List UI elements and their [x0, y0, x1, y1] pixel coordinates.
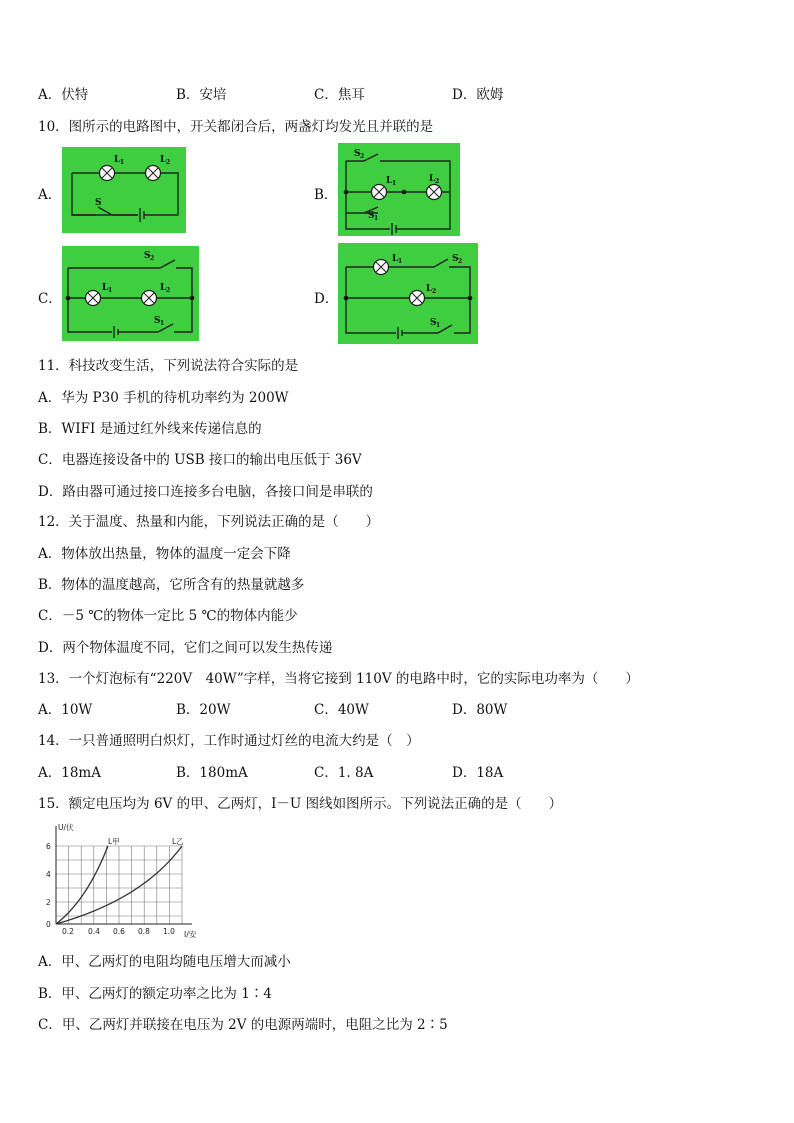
q11-option-c: C．电器连接设备中的 USB 接口的输出电压低于 36V: [38, 452, 362, 468]
q14-option-b: B．180mA: [176, 765, 248, 781]
q13-stem: 13．一个灯泡标有“220V 40W”字样，当将它接到 110V 的电路中时，它的实际电功率为（ ）: [38, 671, 639, 687]
q9-option-d: D．欧姆: [452, 87, 504, 103]
svg-text:1: 1: [160, 320, 165, 327]
svg-text:S: S: [430, 318, 437, 328]
q10-label-d: D．: [314, 291, 339, 307]
q15-option-b: B．甲、乙两灯的额定功率之比为 1∶4: [38, 986, 272, 1002]
graph-xlabel: I/安: [184, 930, 197, 939]
ytick-6: 6: [46, 842, 51, 851]
ytick-0: 0: [46, 920, 51, 929]
graph-ylabel: U/伏: [58, 823, 74, 832]
xtick-1-0: 1.0: [163, 927, 175, 936]
q15-stem: 15．额定电压均为 6V 的甲、乙两灯，I－U 图线如图所示。下列说法正确的是（ ）: [38, 796, 563, 812]
svg-text:2: 2: [458, 258, 463, 265]
q13-option-b: B．20W: [176, 702, 231, 718]
svg-text:L: L: [160, 283, 167, 293]
svg-text:L: L: [160, 155, 167, 165]
q15-option-a: A．甲、乙两灯的电阻均随电压增大而减小: [38, 954, 291, 970]
q12-stem: 12．关于温度、热量和内能，下列说法正确的是（ ）: [38, 514, 380, 530]
svg-text:2: 2: [166, 287, 171, 294]
svg-text:2: 2: [150, 255, 155, 262]
circuit-c: [62, 246, 199, 341]
q14-option-c: C．1. 8A: [314, 765, 374, 781]
q9-option-c: C．焦耳: [314, 87, 365, 103]
svg-text:2: 2: [432, 288, 437, 295]
svg-text:S: S: [95, 198, 102, 208]
q10-stem: 10．图所示的电路图中，开关都闭合后，两盏灯均发光且并联的是: [38, 119, 434, 135]
circuit-a: [62, 147, 186, 233]
q10-label-c: C．: [38, 291, 62, 307]
q12-option-b: B．物体的温度越高，它所含有的热量就越多: [38, 577, 305, 593]
svg-text:1: 1: [398, 258, 403, 265]
curve-label-yi: L乙: [172, 837, 184, 846]
svg-text:2: 2: [360, 153, 365, 160]
q12-option-c: C．－5 ℃的物体一定比 5 ℃的物体内能少: [38, 608, 298, 624]
svg-text:L: L: [392, 254, 399, 264]
svg-text:L: L: [102, 283, 109, 293]
q13-option-a: A．10W: [38, 702, 93, 718]
svg-text:1: 1: [392, 180, 397, 187]
svg-text:L: L: [114, 155, 121, 165]
curve-l-jia: [56, 846, 108, 924]
q11-option-b: B．WIFI 是通过红外线来传递信息的: [38, 421, 262, 437]
q10-label-b: B．: [314, 187, 338, 203]
q9-option-b: B．安培: [176, 87, 227, 103]
q10-label-a: A．: [38, 187, 62, 203]
q14-option-a: A．18mA: [38, 765, 101, 781]
q13-option-d: D．80W: [452, 702, 508, 718]
svg-text:S: S: [154, 316, 161, 326]
q15-option-c: C．甲、乙两灯并联接在电压为 2V 的电源两端时，电阻之比为 2∶5: [38, 1017, 448, 1033]
q11-stem: 11．科技改变生活，下列说法符合实际的是: [38, 358, 299, 374]
svg-text:1: 1: [436, 322, 441, 329]
q12-option-d: D．两个物体温度不同，它们之间可以发生热传递: [38, 640, 333, 656]
svg-text:1: 1: [374, 215, 379, 222]
svg-text:L: L: [386, 176, 393, 186]
svg-text:S: S: [354, 149, 361, 159]
q13-option-c: C．40W: [314, 702, 369, 718]
ytick-2: 2: [46, 898, 51, 907]
circuit-d: [338, 243, 478, 344]
svg-text:S: S: [144, 251, 151, 261]
q14-stem: 14．一只普通照明白炽灯，工作时通过灯丝的电流大约是（ ）: [38, 733, 420, 749]
q11-option-d: D．路由器可通过接口连接多台电脑，各接口间是串联的: [38, 484, 373, 500]
ytick-4: 4: [46, 870, 51, 879]
xtick-0-2: 0.2: [62, 927, 74, 936]
circuit-b: [338, 143, 460, 236]
svg-text:L: L: [426, 284, 433, 294]
xtick-0-8: 0.8: [138, 927, 150, 936]
curve-label-jia: L甲: [108, 837, 120, 846]
svg-text:1: 1: [120, 159, 125, 166]
xtick-0-4: 0.4: [88, 927, 100, 936]
graph-grid: [56, 846, 182, 924]
svg-text:S: S: [452, 254, 459, 264]
svg-text:2: 2: [166, 159, 171, 166]
svg-text:1: 1: [108, 287, 113, 294]
q14-option-d: D．18A: [452, 765, 504, 781]
xtick-0-6: 0.6: [113, 927, 125, 936]
svg-text:L: L: [429, 174, 436, 184]
q12-option-a: A．物体放出热量，物体的温度一定会下降: [38, 546, 291, 562]
q11-option-a: A．华为 P30 手机的待机功率约为 200W: [38, 390, 289, 406]
iu-graph: [42, 820, 202, 940]
q9-option-a: A．伏特: [38, 87, 89, 103]
svg-text:2: 2: [435, 178, 440, 185]
svg-text:S: S: [368, 211, 375, 221]
